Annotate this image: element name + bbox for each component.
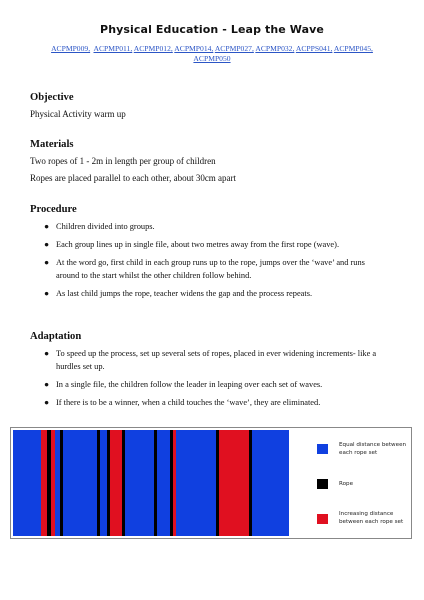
bullet-icon: ● [44,258,50,267]
list-item [44,378,390,391]
red-square-icon [317,514,328,524]
blue-band [100,430,107,536]
list-item-text: At the word go, first child in each group runs up to the rope, jumps over the ‘wave’ and runs around to the start whilst the other children follow behind. [56,258,365,280]
list-item-text: In a single file, the children follow the leader in leaping over each set of waves. [56,380,323,389]
code-link[interactable]: ACPMP050 [193,54,231,63]
materials-line: Ropes are placed parallel to each other, about 30cm apart [30,173,237,183]
code-link[interactable]: ACPMP014, [174,44,214,53]
page-title: Physical Education - Leap the Wave [100,23,324,36]
list-item-text: Children divided into groups. [56,222,155,231]
blue-band [125,430,154,536]
materials-heading: Materials [30,139,74,150]
code-link[interactable]: ACPMP045, [333,44,373,53]
black-square-icon [317,479,328,489]
list-item [44,347,390,373]
blue-band [252,430,289,536]
list-item [44,256,390,282]
adaptation-heading: Adaptation [30,331,82,342]
red-band [110,430,122,536]
procedure-heading: Procedure [30,204,77,215]
list-item-text: Each group lines up in single file, about two metres away from the first rope (wave). [56,240,340,249]
legend-label: Increasing distance between each rope set [339,511,404,525]
bullet-icon: ● [44,398,50,407]
list-item [44,287,390,300]
blue-band [13,430,41,536]
adaptation-list [44,347,390,414]
code-link[interactable]: ACPPS041, [295,44,333,53]
objective-text: Physical Activity warm up [30,109,126,119]
code-link[interactable]: ACPMP012, [133,44,173,53]
bullet-icon: ● [44,380,50,389]
blue-band [157,430,170,536]
bullet-icon: ● [44,240,50,249]
materials-line: Two ropes of 1 - 2m in length per group of children [30,156,216,166]
objective-heading: Objective [30,92,74,103]
bullet-icon: ● [44,222,50,231]
curriculum-codes [46,44,378,64]
bullet-icon: ● [44,349,50,358]
blue-band [63,430,97,536]
code-link[interactable]: ACPMP009, [51,44,91,53]
legend-label: Rope [339,481,354,487]
list-item [44,238,390,251]
procedure-list [44,220,390,305]
blue-square-icon [317,444,328,454]
rope-layout-diagram [10,427,412,539]
blue-band [176,430,216,536]
list-item-text: To speed up the process, set up several sets of ropes, placed in ever widening increments- like a hurdles set up. [56,349,377,371]
bullet-icon: ● [44,289,50,298]
code-link[interactable]: ACPMP011, [93,44,133,53]
list-item-text: As last child jumps the rope, teacher widens the gap and the process repeats. [56,289,313,298]
code-link[interactable]: ACPMP027, [214,44,254,53]
legend-label: Equal distance between each rope set [339,442,407,456]
code-link[interactable]: ACPMP032, [255,44,295,53]
list-item [44,396,390,409]
list-item-text: If there is to be a winner, when a child touches the ‘wave’, they are eliminated. [56,398,321,407]
red-band [219,430,249,536]
list-item [44,220,390,233]
